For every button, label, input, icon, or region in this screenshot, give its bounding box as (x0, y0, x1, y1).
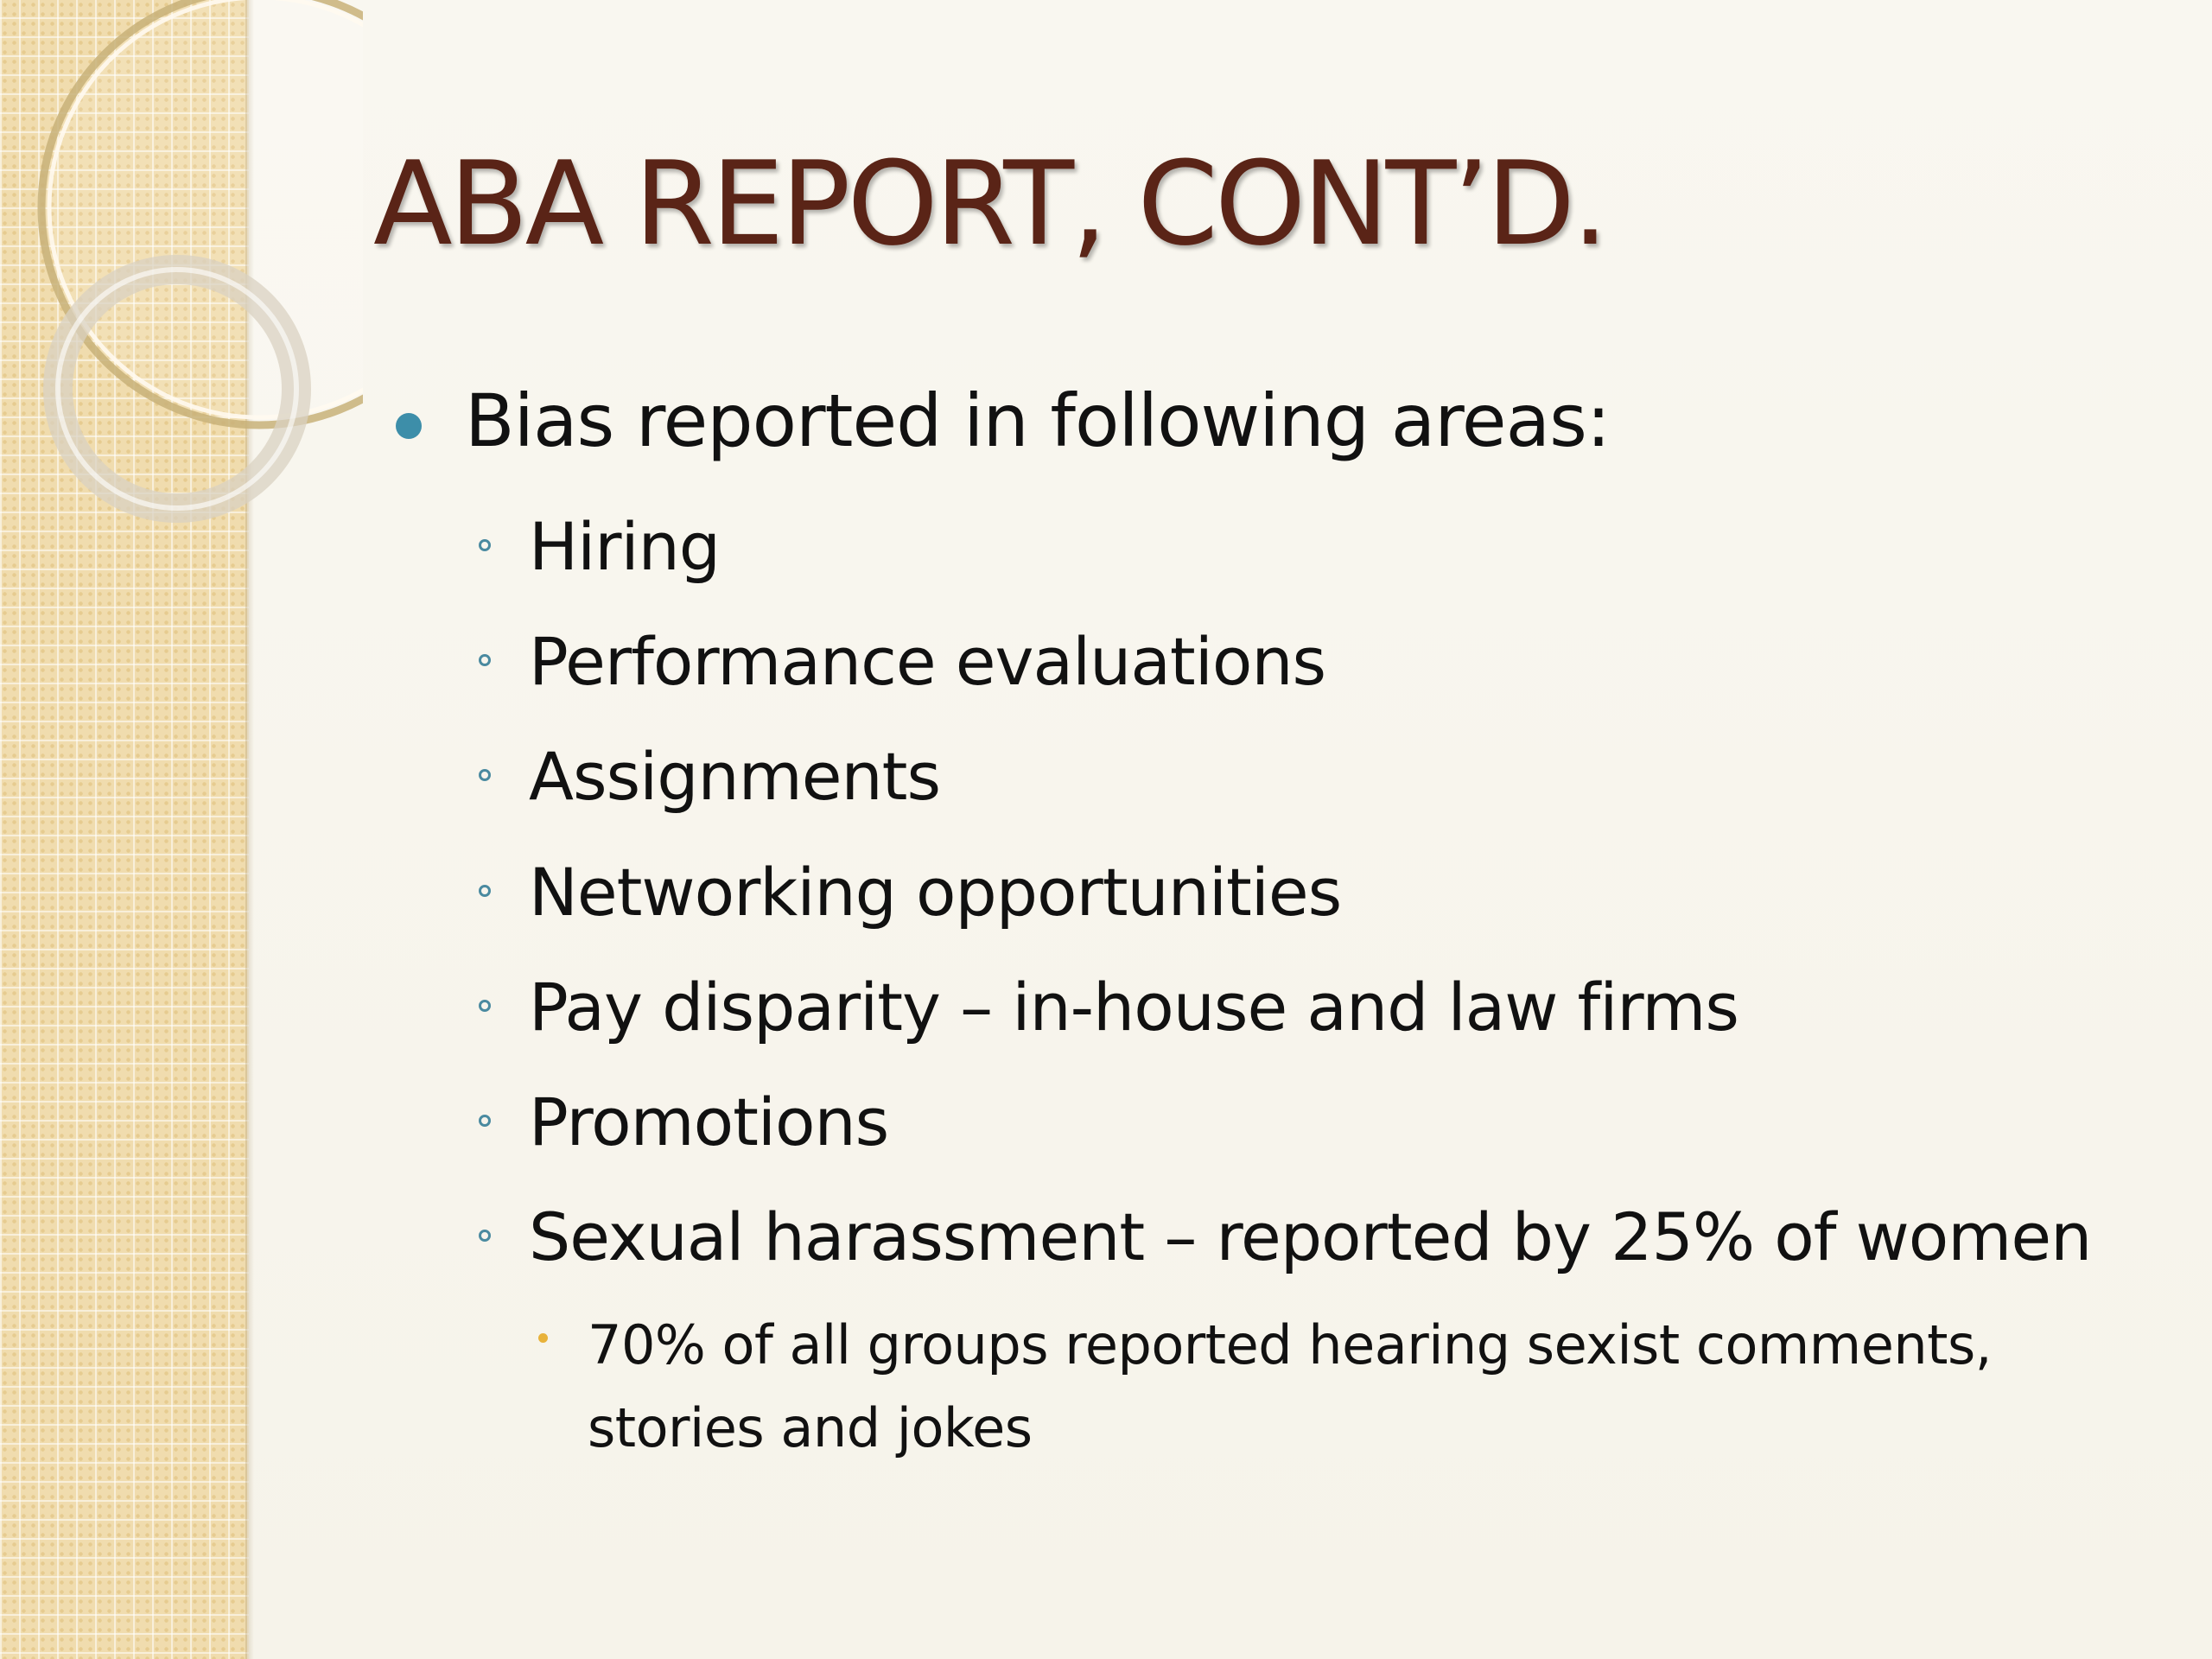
level1-bullet-icon (396, 413, 422, 439)
sub-bullet-performance-evaluations: Performance evaluations (529, 623, 1326, 700)
level2-bullet-icon (479, 1115, 491, 1127)
slide-title: ABA REPORT, CONT’D. (373, 137, 1605, 271)
level2-bullet-icon (479, 654, 491, 666)
sub-bullet-networking-opportunities: Networking opportunities (529, 854, 1342, 931)
level2-bullet-icon (479, 539, 491, 551)
sub-bullet-hiring: Hiring (529, 508, 721, 585)
main-bullet-text: Bias reported in following areas: (465, 378, 1611, 463)
third-level-text-line2: stories and jokes (588, 1396, 1033, 1459)
level2-bullet-icon (479, 769, 491, 781)
third-level-text-line1: 70% of all groups reported hearing sexist comments, (588, 1313, 1992, 1376)
sub-bullet-promotions: Promotions (529, 1084, 889, 1160)
level2-bullet-icon (479, 885, 491, 897)
sub-bullet-assignments: Assignments (529, 738, 941, 815)
sub-bullet-sexual-harassment: Sexual harassment – reported by 25% of women (529, 1198, 2092, 1275)
level3-bullet-icon (538, 1333, 548, 1343)
level2-bullet-icon (479, 1000, 491, 1012)
level2-bullet-icon (479, 1230, 491, 1242)
sub-bullet-pay-disparity: Pay disparity – in-house and law firms (529, 969, 1738, 1046)
